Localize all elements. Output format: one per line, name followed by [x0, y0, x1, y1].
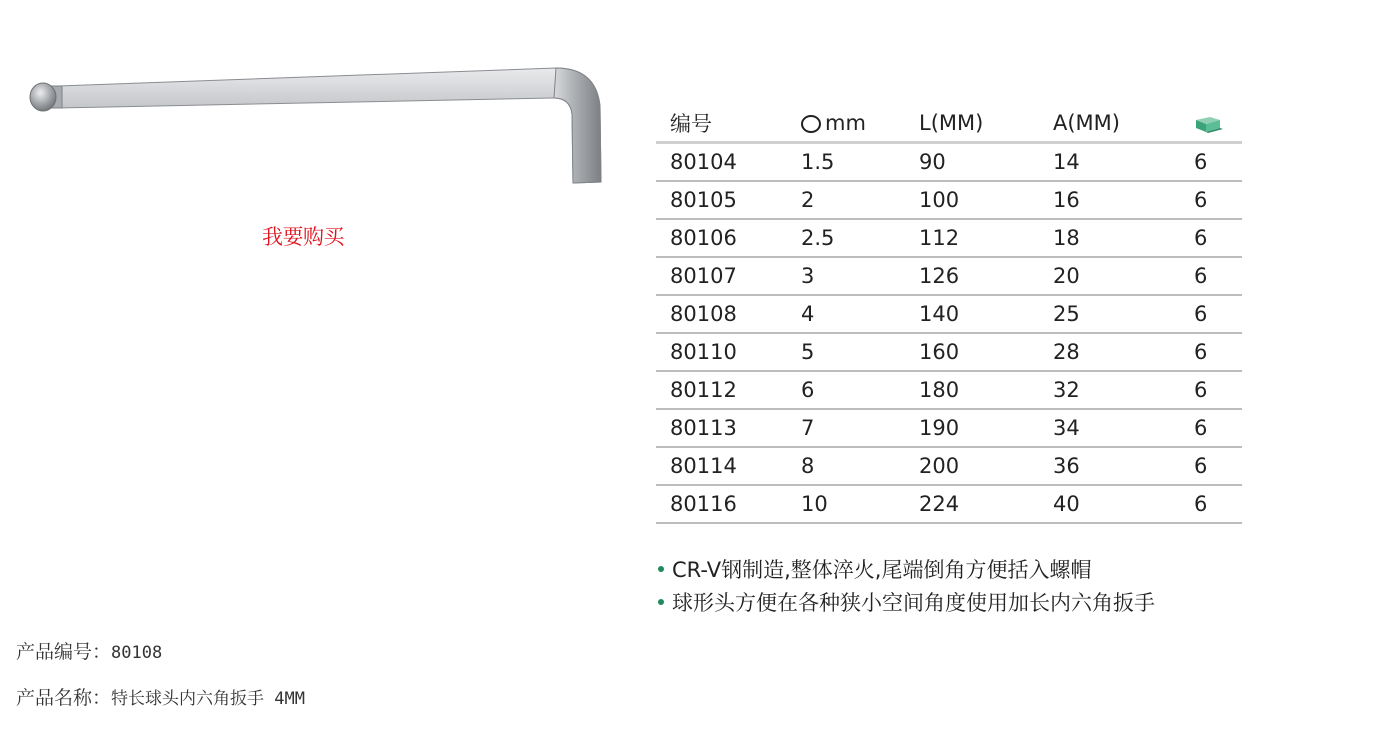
cell-length: 100 [905, 181, 1039, 219]
col-header-length: L(MM) [905, 104, 1039, 143]
cell-pack: 6 [1180, 257, 1242, 295]
cell-diameter: 2 [787, 181, 905, 219]
cell-pack: 6 [1180, 219, 1242, 257]
table-row [656, 485, 1242, 523]
product-code-label: 产品编号： [16, 641, 112, 663]
cell-a-length: 20 [1039, 257, 1180, 295]
product-image-hex-key [28, 56, 618, 196]
cell-length: 112 [905, 219, 1039, 257]
cell-a-length: 32 [1039, 371, 1180, 409]
cell-length: 140 [905, 295, 1039, 333]
cell-length: 200 [905, 447, 1039, 485]
cell-pack: 6 [1180, 333, 1242, 371]
cell-length: 126 [905, 257, 1039, 295]
cell-diameter: 8 [787, 447, 905, 485]
table-row [656, 143, 1242, 182]
cell-code: 80106 [656, 219, 787, 257]
cell-length: 190 [905, 409, 1039, 447]
cell-code: 80105 [656, 181, 787, 219]
table-row [656, 371, 1242, 409]
cell-code: 80104 [656, 143, 787, 182]
cell-diameter: 10 [787, 485, 905, 523]
product-code-line [16, 637, 162, 664]
cell-code: 80114 [656, 447, 787, 485]
product-code-value: 80108 [111, 643, 163, 663]
feature-list [656, 554, 1155, 620]
cell-a-length: 16 [1039, 181, 1180, 219]
feature-text: CR-V钢制造,整体淬火,尾端倒角方便括入螺帽 [672, 558, 1092, 582]
cell-pack: 6 [1180, 181, 1242, 219]
bullet-icon [658, 599, 664, 605]
feature-text: 球形头方便在各种狭小空间角度使用加长内六角扳手 [672, 591, 1155, 615]
cell-pack: 6 [1180, 371, 1242, 409]
product-name-line [16, 683, 305, 710]
cell-a-length: 40 [1039, 485, 1180, 523]
cell-pack: 6 [1180, 143, 1242, 182]
table-row [656, 447, 1242, 485]
cell-diameter: 4 [787, 295, 905, 333]
cell-code: 80107 [656, 257, 787, 295]
cell-length: 90 [905, 143, 1039, 182]
cell-diameter: 5 [787, 333, 905, 371]
cell-a-length: 25 [1039, 295, 1180, 333]
product-name-value: 特长球头内六角扳手 4MM [111, 689, 305, 709]
cell-pack: 6 [1180, 409, 1242, 447]
table-row [656, 257, 1242, 295]
cell-a-length: 34 [1039, 409, 1180, 447]
package-icon [1194, 114, 1224, 134]
table-row [656, 181, 1242, 219]
table-header-row [656, 104, 1242, 143]
cell-length: 160 [905, 333, 1039, 371]
cell-length: 180 [905, 371, 1039, 409]
col-header-diameter [787, 104, 905, 143]
table-row [656, 295, 1242, 333]
cell-length: 224 [905, 485, 1039, 523]
spec-table [656, 104, 1242, 524]
cell-diameter: 3 [787, 257, 905, 295]
cell-diameter: 7 [787, 409, 905, 447]
table-row [656, 409, 1242, 447]
col-header-a-length: A(MM) [1039, 104, 1180, 143]
cell-diameter: 2.5 [787, 219, 905, 257]
table-row [656, 219, 1242, 257]
cell-pack: 6 [1180, 447, 1242, 485]
cell-diameter: 1.5 [787, 143, 905, 182]
cell-code: 80112 [656, 371, 787, 409]
col-header-pack [1180, 104, 1242, 143]
col-header-code: 编号 [656, 104, 787, 143]
cell-a-length: 28 [1039, 333, 1180, 371]
cell-a-length: 36 [1039, 447, 1180, 485]
cell-pack: 6 [1180, 485, 1242, 523]
col-header-diameter-unit: mm [825, 110, 866, 135]
product-name-label: 产品名称： [16, 687, 112, 709]
feature-item [656, 554, 1155, 587]
bullet-icon [658, 566, 664, 572]
cell-pack: 6 [1180, 295, 1242, 333]
cell-code: 80108 [656, 295, 787, 333]
cell-a-length: 18 [1039, 219, 1180, 257]
table-row [656, 333, 1242, 371]
cell-code: 80116 [656, 485, 787, 523]
feature-item [656, 587, 1155, 620]
cell-diameter: 6 [787, 371, 905, 409]
circle-icon [801, 115, 821, 133]
buy-now-link[interactable]: 我要购买 [262, 225, 344, 249]
cell-code: 80110 [656, 333, 787, 371]
cell-a-length: 14 [1039, 143, 1180, 182]
cell-code: 80113 [656, 409, 787, 447]
